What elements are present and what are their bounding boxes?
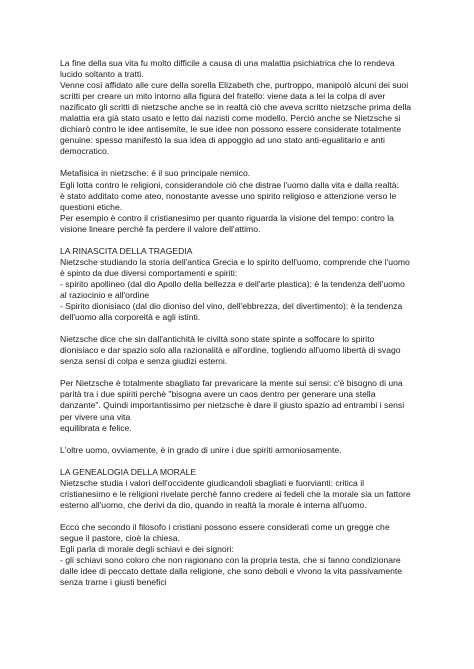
paragraph-spacer	[60, 456, 430, 467]
text-line: L'oltre uomo, ovviamente, è in grado di unire i due spiriti armoniosamente.	[60, 444, 342, 455]
text-line: senza sensi di colpa e senza giudizi esterni.	[60, 356, 228, 367]
text-line: è spinto da due diversi comportamenti e spiriti:	[60, 267, 238, 278]
text-line: Venne così affidato alle cure della sorella Elizabeth che, purtroppo, manipolò alcuni dei suoi	[60, 80, 409, 91]
text-line: democratico.	[60, 146, 110, 157]
text-line: esterno all'uomo, che derivi da dio, quando in realtà la morale è interna all'uomo.	[60, 499, 367, 510]
text-line: Nietzsche studiando la storia dell'antica Grecia e lo spirito dell'uomo, comprende che l'uomo	[60, 256, 410, 267]
text-line: Ecco che secondo il filosofo i cristiani possono essere considerati come un gregge che	[60, 521, 390, 532]
document-page	[60, 58, 430, 588]
text-line: dionisiaco e dar spazio solo alla razionalità e all'ordine, togliendo all'uomo libertà di svago	[60, 345, 401, 356]
text-line: è stato additato come ateo, nonostante avesse uno spirito religioso e attenzione verso le	[60, 190, 397, 201]
paragraph-civilization	[60, 334, 430, 367]
section-birth-of-tragedy	[60, 246, 430, 323]
text-line: dalle idee di peccato dettate dalla religione, che sono deboli e vivono la vita passivamente	[60, 566, 403, 577]
text-line: per vivere una vita	[60, 411, 131, 422]
paragraph-slaves-masters	[60, 522, 430, 588]
text-line: scritti per creare un mito intorno alla figura del fratello: viene data a lei la colpa di aver	[60, 91, 386, 102]
text-line: Metafisica in nietzsche: è il suo principale nemico.	[60, 168, 251, 179]
text-line: Egli lotta contro le religioni, considerandole ciò che distrae l'uomo dalla vita e dalla realtà:	[60, 179, 399, 190]
text-line: Nietzsche studia i valori dell'occidente giudicandoli sbagliati e fuorvianti: critica il	[60, 477, 365, 488]
text-line: Nietzsche dice che sin dall'antichità le civiltà sono state spinte a soffocare lo spirito	[60, 334, 375, 345]
text-line: Per Nietzsche è totalmente sbagliato far prevaricare la mente sui sensi: c'è bisogno di una	[60, 378, 403, 389]
paragraph-spacer	[60, 323, 430, 334]
text-line: lucido soltanto a tratti.	[60, 69, 144, 80]
paragraph-metaphysics	[60, 168, 430, 234]
text-line: - Spirito dionisiaco (dal dio dioniso del vino, dell'ebbrezza, del divertimento): è la tendenza	[60, 301, 403, 312]
paragraph-spacer	[60, 511, 430, 522]
text-line: parità tra i due spiriti perchè "bisogna avere un caos dentro per generare una stella	[60, 389, 376, 400]
text-line: Per esempio è contro il cristianesimo per quanto riguarda la visione del tempo: contro la	[60, 212, 394, 223]
section-heading: LA GENEALOGIA DELLA MORALE	[60, 466, 197, 477]
paragraph-spacer	[60, 434, 430, 445]
text-line: visione lineare perchè fa perdere il valore dell'attimo.	[60, 223, 261, 234]
text-line: equilibrata e felice.	[60, 422, 132, 433]
text-line: dell'uomo alla corporeità e agli istinti.	[60, 312, 201, 323]
text-line: Egli parla di morale degli schiavi e dei signori:	[60, 544, 234, 555]
paragraph-balance	[60, 378, 430, 433]
text-line: senza trarne i giusti benefici	[60, 577, 167, 588]
text-line: malattia era già stato usato e letto dai nazisti come modello. Perciò anche se Nietzsche si	[60, 113, 401, 124]
paragraph-spacer	[60, 235, 430, 246]
text-line: - gli schiavi sono coloro che non ragionano con la propria testa, che si fanno condizionare	[60, 555, 401, 566]
section-heading: LA RINASCITA DELLA TRAGEDIA	[60, 245, 193, 256]
text-line: - spirito apollineo (dal dio Apollo della bellezza e dell'arte plastica): è la tendenza dell'uomo	[60, 278, 405, 289]
paragraph-spacer	[60, 367, 430, 378]
text-line: cristianesimo e le religioni rivelate perchè fanno credere ai fedeli che la morale sia un fattore	[60, 488, 411, 499]
text-line: segue il pastore, cioè la chiesa.	[60, 533, 180, 544]
section-genealogy-of-morals	[60, 467, 430, 511]
text-line: danzante". Quindi importantissimo per nietzsche è dare il giusto spazio ad entrambi i sensi	[60, 400, 405, 411]
text-line: questioni etiche.	[60, 201, 123, 212]
text-line: genuine: spesso manifestò la sua idea di appoggio ad uno stato anti-egualitario e anti	[60, 135, 385, 146]
paragraph-overman	[60, 445, 430, 456]
text-line: nazificato gli scritti di nietzsche anche se in realtà ciò che aveva scritto nietzsche prima della	[60, 102, 412, 113]
text-line: La fine della sua vita fu molto difficile a causa di una malattia psichiatrica che lo rendeva	[60, 58, 395, 68]
text-line: dichiarò contro le idee antisemite, le sue idee non possono essere considerate totalmente	[60, 124, 402, 135]
paragraph-illness	[60, 58, 430, 157]
paragraph-spacer	[60, 157, 430, 168]
text-line: al raziocinio e all'ordine	[60, 289, 150, 300]
